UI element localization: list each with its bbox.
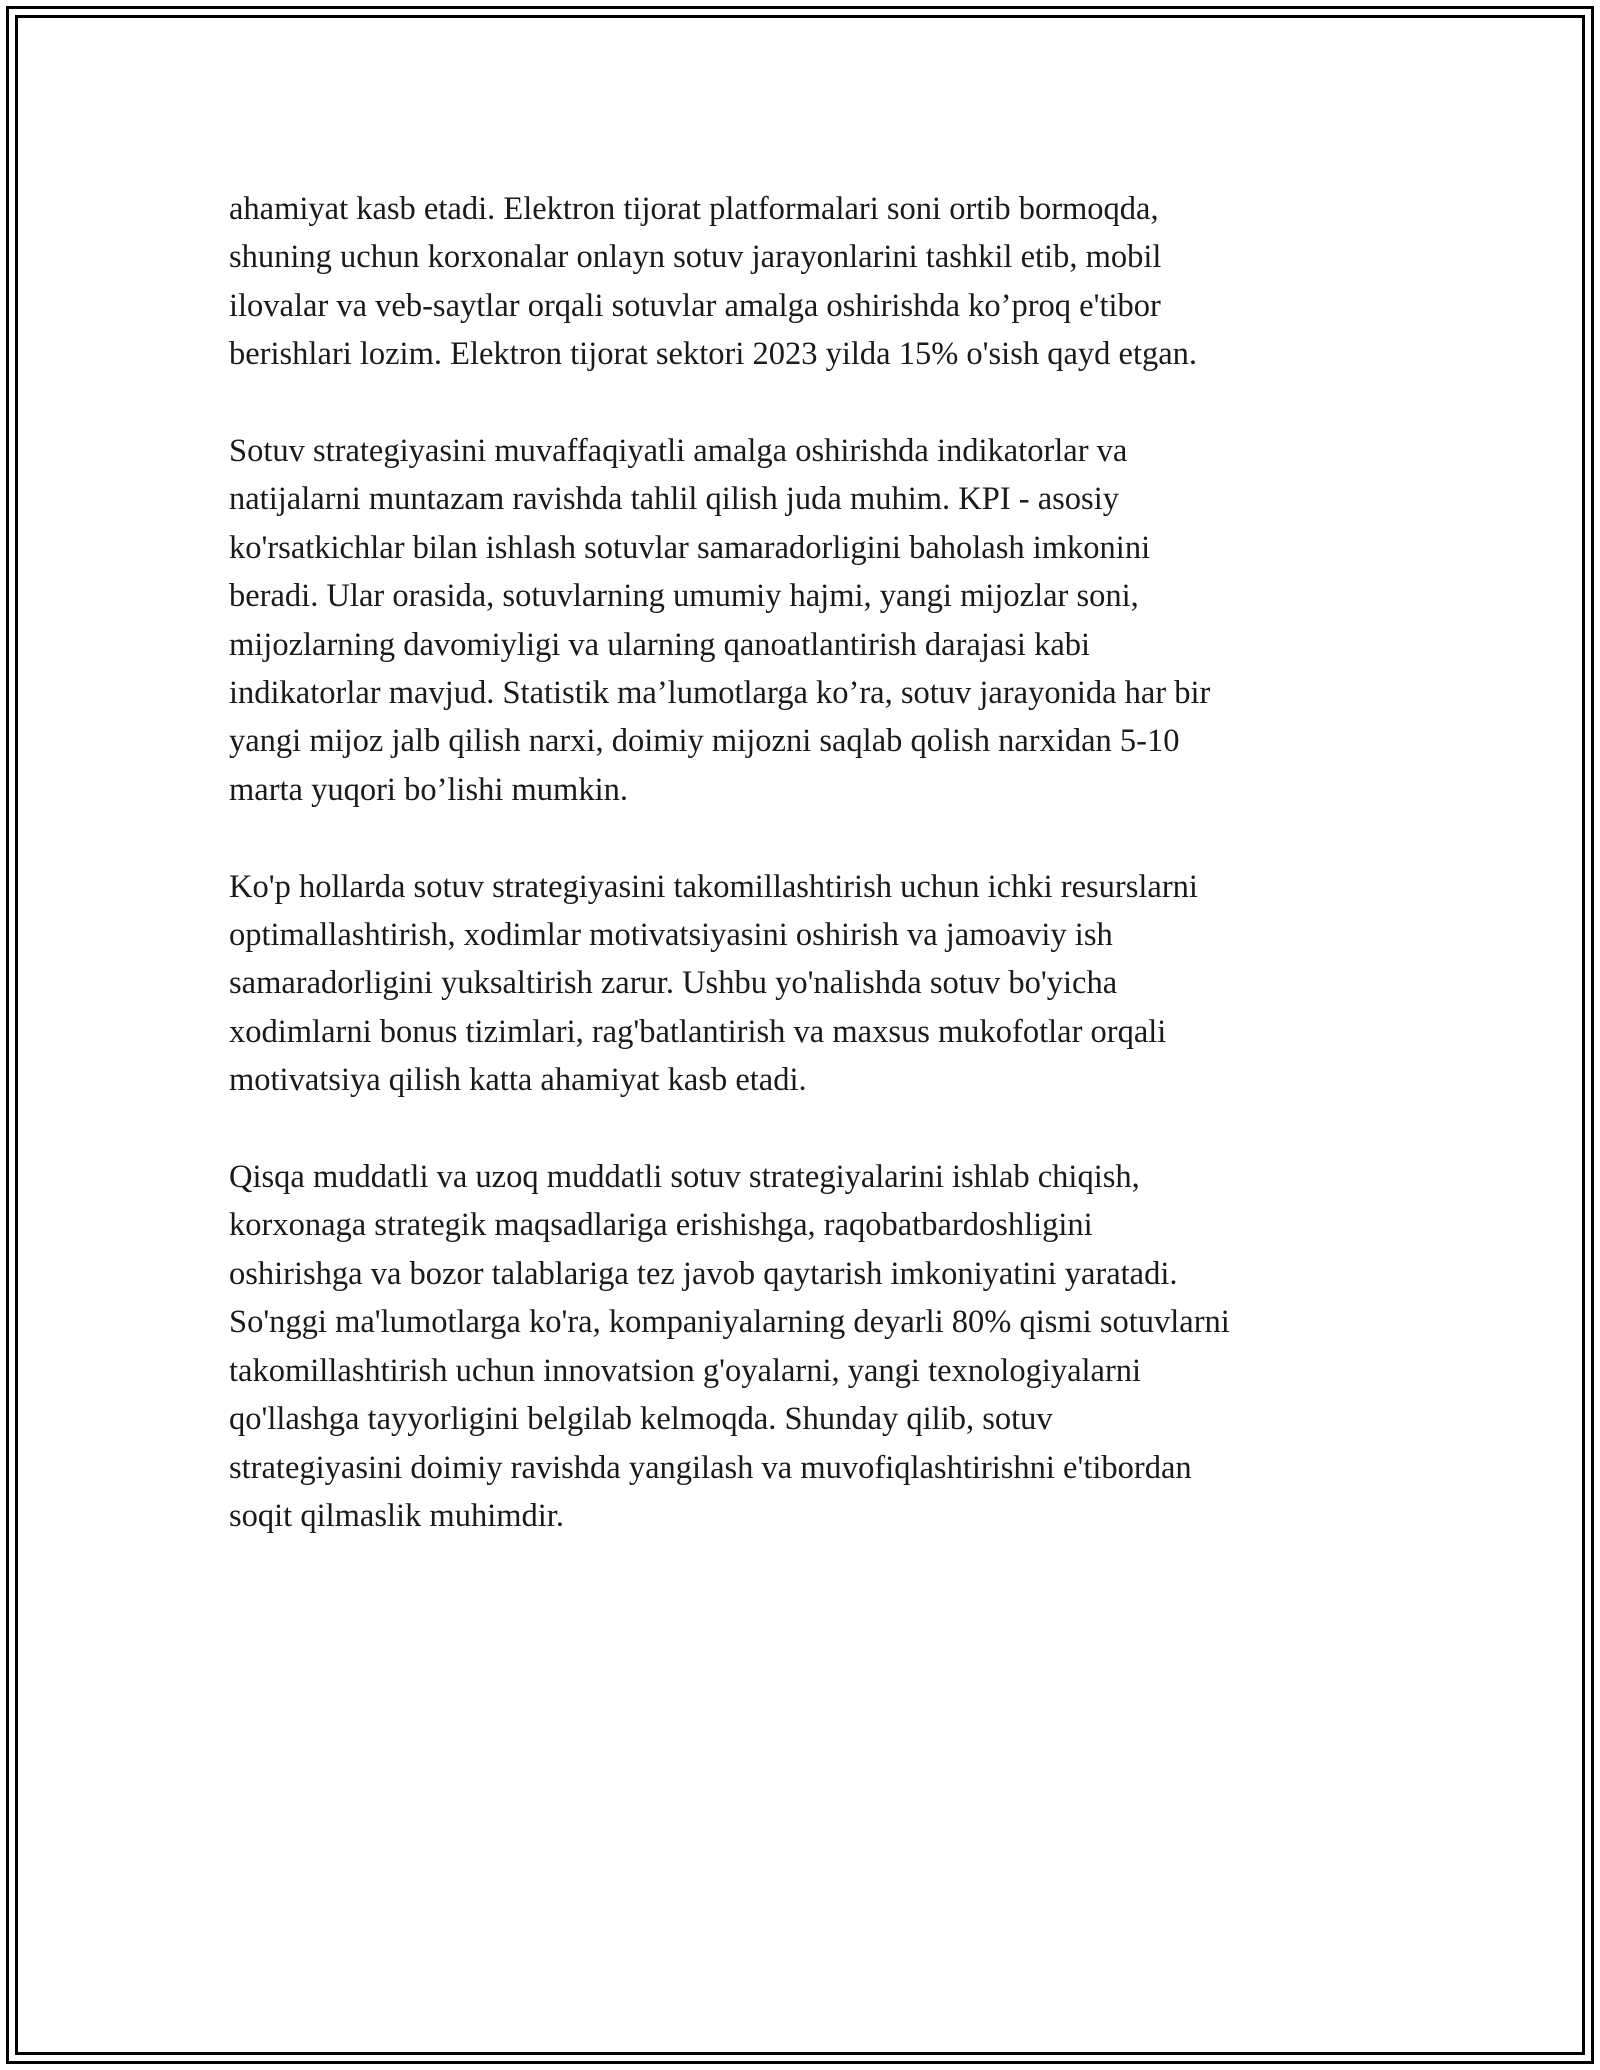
paragraph-ecommerce [229,185,1389,379]
text-line: natijalarni muntazam ravishda tahlil qilish juda muhim. KPI - asosiy [229,481,1119,518]
text-line: oshirishga va bozor talablariga tez javob qaytarish imkoniyatini yaratadi. [229,1255,1178,1292]
text-line: korxonaga strategik maqsadlariga erishishga, raqobatbardoshligini [229,1207,1093,1244]
text-line: strategiyasini doimiy ravishda yangilash va muvofiqlashtirishni e'tibordan [229,1449,1192,1486]
text-line: samaradorligini yuksaltirish zarur. Ushbu yo'nalishda sotuv bo'yicha [229,965,1118,1002]
text-line: motivatsiya qilish katta ahamiyat kasb etadi. [229,1062,807,1099]
text-line: berishlari lozim. Elektron tijorat sektori 2023 yilda 15% o'sish qayd etgan. [229,336,1198,373]
text-line: Qisqa muddatli va uzoq muddatli sotuv strategiyalarini ishlab chiqish, [229,1159,1140,1196]
text-line: ko'rsatkichlar bilan ishlash sotuvlar samaradorligini baholash imkonini [229,529,1151,566]
paragraph-motivation [229,863,1389,1105]
text-line: marta yuqori bo’lishi mumkin. [229,771,628,808]
text-line: soqit qilmaslik muhimdir. [229,1497,564,1534]
text-line: beradi. Ular orasida, sotuvlarning umumiy hajmi, yangi mijozlar soni, [229,578,1139,615]
paragraph-strategy [229,1153,1389,1540]
text-line: ahamiyat kasb etadi. Elektron tijorat platformalari soni ortib bormoqda, [229,191,1159,227]
text-line: So'nggi ma'lumotlarga ko'ra, kompaniyalarning deyarli 80% qismi sotuvlarni [229,1304,1230,1341]
text-line: Ko'p hollarda sotuv strategiyasini takomillashtirish uchun ichki resurslarni [229,868,1198,905]
text-line: takomillashtirish uchun innovatsion g'oyalarni, yangi texnologiyalarni [229,1352,1142,1389]
paragraph-kpi [229,427,1389,814]
text-line: Sotuv strategiyasini muvaffaqiyatli amalga oshirishda indikatorlar va [229,433,1128,470]
text-line: yangi mijoz jalb qilish narxi, doimiy mijozni saqlab qolish narxidan 5-10 [229,723,1180,760]
document-body [229,185,1389,1589]
text-line: shuning uchun korxonalar onlayn sotuv jarayonlarini tashkil etib, mobil [229,239,1162,276]
text-line: xodimlarni bonus tizimlari, rag'batlantirish va maxsus mukofotlar orqali [229,1013,1167,1050]
text-line: optimallashtirish, xodimlar motivatsiyasini oshirish va jamoaviy ish [229,917,1113,954]
text-line: indikatorlar mavjud. Statistik ma’lumotlarga ko’ra, sotuv jarayonida har bir [229,675,1211,712]
text-line: ilovalar va veb-saytlar orqali sotuvlar amalga oshirishda ko’proq e'tibor [229,287,1161,324]
text-line: mijozlarning davomiyligi va ularning qanoatlantirish darajasi kabi [229,626,1091,663]
text-line: qo'llashga tayyorligini belgilab kelmoqda. Shunday qilib, sotuv [229,1401,1053,1438]
